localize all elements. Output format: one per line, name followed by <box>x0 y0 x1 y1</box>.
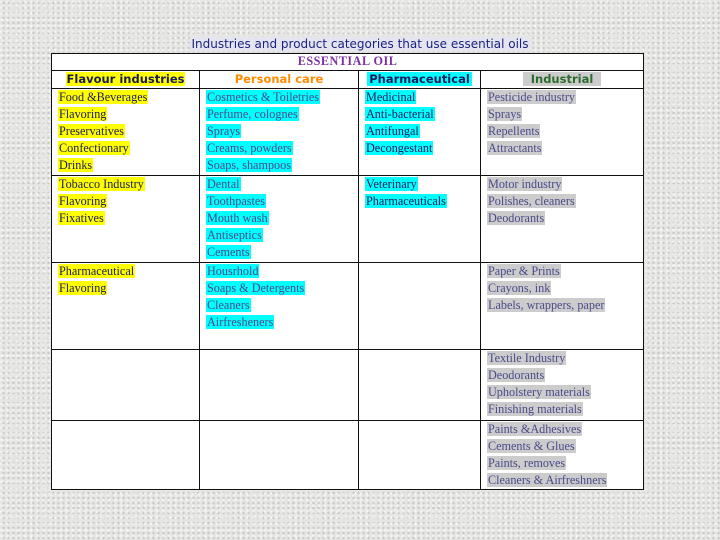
cell-flavour <box>52 89 200 176</box>
cell-item-text: Drinks <box>59 158 93 172</box>
cell-item <box>487 176 643 193</box>
cell-item <box>206 244 358 261</box>
cell-item-text: Soaps, shampoos <box>207 158 291 172</box>
cell-item-text: Toothpastes <box>207 194 266 208</box>
cell-item <box>487 455 643 472</box>
cell-item <box>58 280 199 297</box>
cell-item-text: Veterinary <box>366 177 417 191</box>
table-header-row <box>52 71 644 89</box>
cell-item-text: Tobacco Industry <box>59 177 144 191</box>
cell-item <box>58 106 199 123</box>
cell-item-text: Pharmaceuticals <box>366 194 446 208</box>
table-banner-row <box>52 54 644 71</box>
cell-industrial <box>481 350 644 421</box>
cell-item <box>206 210 358 227</box>
cell-item <box>206 227 358 244</box>
cell-item-text: Decongestant <box>366 141 433 155</box>
cell-item <box>206 140 358 157</box>
cell-item-text: Deodorants <box>488 211 545 225</box>
cell-item <box>206 193 358 210</box>
cell-item <box>58 176 199 193</box>
cell-item-text: Finishing materials <box>488 402 582 416</box>
cell-item-text: Anti-bacterial <box>366 107 434 121</box>
cell-pharmaceutical <box>359 350 481 421</box>
cell-item-text: Fixatives <box>59 211 104 225</box>
page-title <box>0 35 720 53</box>
cell-item <box>487 472 643 489</box>
cell-item-text: Polishes, cleaners <box>488 194 575 208</box>
header-flavour-label: Flavour industries <box>66 72 185 86</box>
cell-item <box>487 421 643 438</box>
cell-item-text: Airfresheners <box>207 315 274 329</box>
cell-item <box>206 89 358 106</box>
cell-item-text: Antifungal <box>366 124 419 138</box>
cell-item <box>487 401 643 418</box>
cell-item <box>365 123 480 140</box>
cell-item-text: Paper & Prints <box>488 264 560 278</box>
cell-personal-care <box>200 176 359 263</box>
cell-item-text: Creams, powders <box>207 141 292 155</box>
header-personal-care <box>200 71 359 89</box>
header-industrial <box>481 71 644 89</box>
cell-item-text: Textile Industry <box>488 351 566 365</box>
cell-item-text: Food &Beverages <box>59 90 148 104</box>
cell-item-text: Repellents <box>488 124 540 138</box>
cell-item <box>206 297 358 314</box>
cell-item <box>487 350 643 367</box>
cell-item-text: Mouth wash <box>207 211 268 225</box>
cell-item <box>58 89 199 106</box>
cell-item <box>58 263 199 280</box>
cell-flavour <box>52 421 200 490</box>
cell-item <box>206 106 358 123</box>
cell-item-text: Upholstery materials <box>488 385 590 399</box>
cell-item <box>206 123 358 140</box>
cell-item-text: Antiseptics <box>207 228 262 242</box>
table-row <box>52 350 644 421</box>
cell-industrial <box>481 176 644 263</box>
cell-item <box>206 176 358 193</box>
table-body <box>52 89 644 490</box>
cell-item <box>487 438 643 455</box>
header-pharmaceutical-label: Pharmaceutical <box>369 72 470 86</box>
cell-item-text: Pharmaceutical <box>59 264 135 278</box>
cell-item-text: Crayons, ink <box>488 281 551 295</box>
cell-item-text: Housrhold <box>207 264 259 278</box>
cell-item-text: Sprays <box>207 124 241 138</box>
cell-item <box>487 140 643 157</box>
cell-item <box>487 123 643 140</box>
cell-item-text: Paints &Adhesives <box>488 422 582 436</box>
cell-industrial <box>481 89 644 176</box>
cell-item-text: Medicinal <box>366 90 416 104</box>
cell-item-text: Cosmetics & Toiletries <box>207 90 319 104</box>
cell-item <box>58 123 199 140</box>
cell-item <box>365 106 480 123</box>
cell-item <box>487 89 643 106</box>
cell-item-text: Flavoring <box>59 107 107 121</box>
cell-flavour <box>52 350 200 421</box>
cell-item <box>365 89 480 106</box>
cell-item-text: Soaps & Detergents <box>207 281 305 295</box>
cell-pharmaceutical <box>359 89 481 176</box>
cell-flavour <box>52 263 200 350</box>
cell-item-text: Confectionary <box>59 141 129 155</box>
cell-item-text: Cements <box>207 245 250 259</box>
cell-item <box>487 384 643 401</box>
cell-item-text: Sprays <box>488 107 522 121</box>
cell-item <box>365 193 480 210</box>
cell-item <box>58 157 199 174</box>
cell-item-text: Labels, wrappers, paper <box>488 298 605 312</box>
cell-industrial <box>481 421 644 490</box>
cell-personal-care <box>200 89 359 176</box>
cell-item-text: Perfume, colognes <box>207 107 298 121</box>
header-personal-care-label: Personal care <box>234 72 324 86</box>
cell-item-text: Cements & Glues <box>488 439 575 453</box>
header-flavour <box>52 71 200 89</box>
cell-item <box>487 210 643 227</box>
cell-item-text: Deodorants <box>488 368 545 382</box>
table-row <box>52 176 644 263</box>
cell-item-text: Flavoring <box>59 281 107 295</box>
cell-item <box>365 140 480 157</box>
cell-item <box>487 263 643 280</box>
cell-item-text: Flavoring <box>59 194 107 208</box>
essential-oil-table <box>51 53 644 490</box>
cell-item <box>365 176 480 193</box>
cell-item <box>487 297 643 314</box>
cell-item <box>206 314 358 331</box>
cell-personal-care <box>200 263 359 350</box>
cell-item <box>487 106 643 123</box>
header-pharmaceutical <box>359 71 481 89</box>
cell-item <box>206 263 358 280</box>
cell-pharmaceutical <box>359 263 481 350</box>
cell-item-text: Paints, removes <box>488 456 566 470</box>
cell-item <box>58 193 199 210</box>
cell-item <box>58 140 199 157</box>
cell-item-text: Attractants <box>488 141 542 155</box>
cell-item <box>58 210 199 227</box>
header-industrial-label: Industrial <box>523 72 602 86</box>
cell-industrial <box>481 263 644 350</box>
cell-item <box>487 193 643 210</box>
cell-personal-care <box>200 421 359 490</box>
cell-pharmaceutical <box>359 421 481 490</box>
cell-pharmaceutical <box>359 176 481 263</box>
cell-item-text: Dental <box>207 177 240 191</box>
cell-item-text: Motor industry <box>488 177 562 191</box>
cell-item <box>206 280 358 297</box>
cell-personal-care <box>200 350 359 421</box>
cell-item <box>487 367 643 384</box>
cell-flavour <box>52 176 200 263</box>
table-banner: ESSENTIAL OIL <box>52 54 644 71</box>
cell-item <box>487 280 643 297</box>
cell-item-text: Preservatives <box>59 124 124 138</box>
cell-item-text: Cleaners & Airfreshners <box>488 473 607 487</box>
cell-item <box>206 157 358 174</box>
cell-item-text: Pesticide industry <box>488 90 575 104</box>
page-title-text: Industries and product categories that use essential oils <box>191 37 529 51</box>
table-row <box>52 89 644 176</box>
table-row <box>52 263 644 350</box>
table-row <box>52 421 644 490</box>
cell-item-text: Cleaners <box>207 298 250 312</box>
